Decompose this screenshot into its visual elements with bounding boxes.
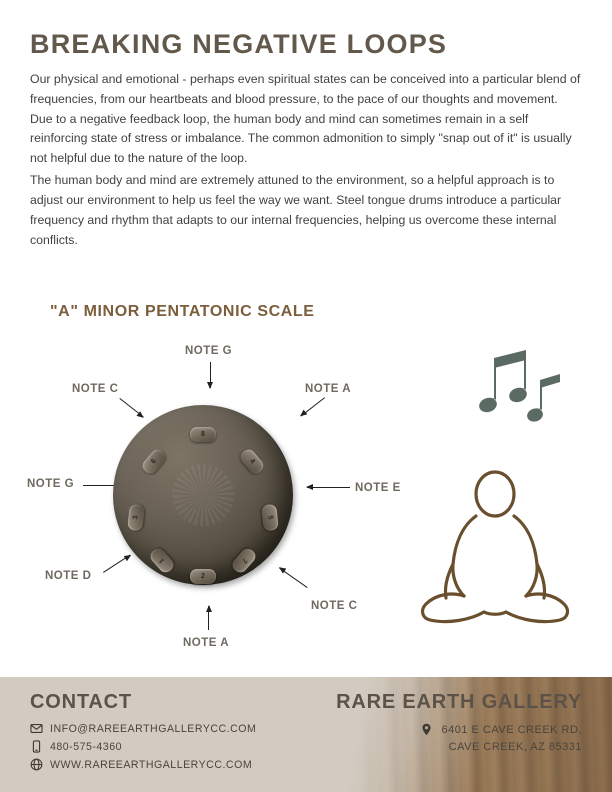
article-paragraph-2: The human body and mind are extremely attuned to the environment, so a helpful approach is to adjust our environment to help us feel the way we want. Steel tongue drums introduce a particular frequency and rhythm that adapts to our internal frequencies, helping us overcome these internal conflicts. xyxy=(30,173,562,247)
label-note-g-top: NOTE G xyxy=(185,345,233,357)
envelope-icon xyxy=(30,722,43,735)
footer xyxy=(0,677,612,792)
drum-tongue-note-a-upper-right: 4 xyxy=(237,447,265,477)
label-note-d-lower-left: NOTE D xyxy=(45,570,92,582)
music-notes-icon xyxy=(440,338,570,448)
gallery-address-line-1: 6401 E CAVE CREEK RD, xyxy=(441,724,582,736)
gallery-address-line-2: CAVE CREEK, AZ 85331 xyxy=(448,740,582,753)
label-note-g-left: NOTE G xyxy=(27,478,75,490)
arrow-note-g-top xyxy=(210,362,211,388)
drum-tongue-note-c-lower-right: 7 xyxy=(230,546,259,575)
contact-heading: CONTACT xyxy=(30,691,132,713)
drum-tongue-note-e-right: 5 xyxy=(261,503,279,530)
phone-icon xyxy=(30,740,43,753)
steel-tongue-drum xyxy=(113,405,293,585)
contact-phone-text: 480-575-4360 xyxy=(50,740,122,753)
contact-phone-row[interactable] xyxy=(30,740,256,753)
drum-diagram xyxy=(0,330,400,660)
article-paragraph-1: Our physical and emotional - perhaps even spiritual states can be conceived into a particular blend of frequencies, from our heartbeats and blood pressure, to the pace of our thoughts and movement. Due to a negative feedback loop, the human body and mind can sometimes remain in a self reinforcing state of stress or imbalance. The common admonition to simply "snap out of it" is usually not helpful due to the nature of the loop. xyxy=(30,71,581,166)
gallery-heading: RARE EARTH GALLERY xyxy=(336,691,582,713)
label-note-e-right: NOTE E xyxy=(355,482,401,494)
drum-tongue-note-d-lower-left: 1 xyxy=(147,546,176,575)
gallery-column xyxy=(336,691,582,792)
arrow-note-e-right xyxy=(307,487,350,488)
drum-tongue-note-g-top: 8 xyxy=(190,427,216,442)
drum-tongue-note-g-left: 3 xyxy=(128,503,146,530)
label-note-a-bottom: NOTE A xyxy=(183,637,230,649)
contact-website-row[interactable] xyxy=(30,758,256,771)
label-note-c-upper-left: NOTE C xyxy=(72,383,119,395)
contact-email-text: INFO@RAREEARTHGALLERYCC.COM xyxy=(50,722,257,735)
article-content xyxy=(0,0,612,251)
drum-tongue-note-a-bottom: 2 xyxy=(190,569,216,584)
contact-website-text: WWW.RAREEARTHGALLERYCC.COM xyxy=(50,758,253,771)
scale-heading: "A" MINOR PENTATONIC SCALE xyxy=(50,303,315,320)
gallery-address-row xyxy=(336,722,582,755)
meditating-person-icon xyxy=(400,468,590,648)
arrow-note-a-bottom xyxy=(208,606,209,630)
map-pin-icon xyxy=(420,723,433,736)
arrow-note-a-upper-right xyxy=(301,397,325,416)
contact-email-row[interactable] xyxy=(30,722,256,735)
label-note-c-lower-right: NOTE C xyxy=(311,600,358,612)
drum-tongue-note-c-upper-left: 6 xyxy=(140,447,168,477)
page-title: BREAKING NEGATIVE LOOPS xyxy=(30,29,448,59)
label-note-a-upper-right: NOTE A xyxy=(305,383,352,395)
globe-icon xyxy=(30,758,43,771)
contact-column xyxy=(30,691,256,792)
